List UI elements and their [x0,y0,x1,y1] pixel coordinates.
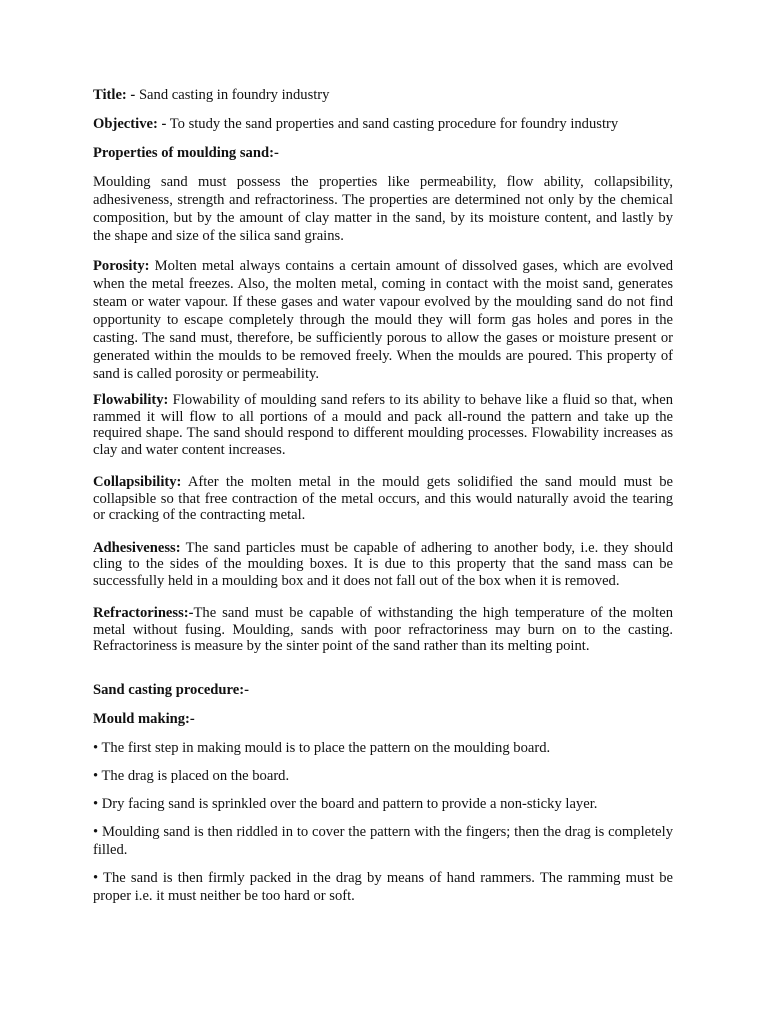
porosity-paragraph [93,257,673,383]
flowability-label: Flowability: [93,392,169,408]
document-body [93,86,673,905]
procedure-heading: Sand casting procedure:- [93,681,249,698]
adhesiveness-paragraph [93,540,673,590]
adhesiveness-label: Adhesiveness: [93,539,181,556]
bullet-item: • The drag is placed on the board. [93,767,290,784]
collapsibility-label: Collapsibility: [93,474,182,490]
title-line [93,86,673,104]
porosity-label: Porosity: [93,258,150,274]
bullet-item: • The sand is then firmly packed in the drag by means of hand rammers. The ramming must be proper i.e. it must neither be too hard or soft. [93,869,673,904]
bullet-item: • Dry facing sand is sprinkled over the board and pattern to provide a non-sticky layer. [93,795,598,812]
title-label: Title: - [93,87,136,103]
properties-heading: Properties of moulding sand:- [93,145,279,161]
flowability-text: Flowability of moulding sand refers to its ability to behave like a fluid so that, when rammed it will flow to all portions of a mould and pack all-round the pattern and take up the required shape. The sand should respond to different moulding processes. Flowability increases as clay and water content increases. [93,392,673,458]
collapsibility-paragraph [93,474,673,524]
refractoriness-label: Refractoriness:- [93,605,194,621]
bullet-item: • The first step in making mould is to place the pattern on the moulding board. [93,739,551,756]
porosity-text: Molten metal always contains a certain amount of dissolved gases, which are evolved when the metal freezes. Also, the molten metal, coming in contact with the moist sand, generates steam or water vapour. If these gases and water vapour evolved by the moulding sand do not find opportunity to escape completely through the mould they will form gas holes and pores in the casting. The sand must, therefore, be sufficiently porous to allow the gases or moisture present or generated within the moulds to be removed freely. When the moulds are poured. This property of sand is called porosity or permeability. [93,258,673,382]
flowability-paragraph [93,392,673,458]
objective-text: To study the sand properties and sand casting procedure for foundry industry [166,116,619,132]
mould-making-heading: Mould making:- [93,710,195,727]
refractoriness-text: The sand must be capable of withstanding the high temperature of the molten metal without fusing. Moulding, sands with poor refractoriness may burn on to the casting. Refractoriness is measure by the sinter point of the sand rather than its melting point. [93,605,673,654]
adhesiveness-text: The sand particles must be capable of adhering to another body, i.e. they should cling to the sides of the moulding boxes. It is due to this property that the sand mass can be successfully held in a moulding box and it does not fall out of the box when it is removed. [93,539,673,589]
properties-intro: Moulding sand must possess the properties like permeability, flow ability, collapsibility, adhesiveness, strength and refractoriness. The properties are determined not only by the chemical composition, but by the amount of clay matter in the sand, by its moisture content, and lastly by the shape and size of the silica sand grains. [93,174,673,244]
collapsibility-text: After the molten metal in the mould gets solidified the sand mould must be collapsible so that free contraction of the metal occurs, and this would naturally avoid the tearing or cracking of the contracting metal. [93,474,673,523]
objective-line [93,115,673,133]
objective-label: Objective: - [93,116,167,132]
title-text: Sand casting in foundry industry [135,87,330,103]
bullet-item: • Moulding sand is then riddled in to cover the pattern with the fingers; then the drag is completely filled. [93,823,673,858]
refractoriness-paragraph [93,605,673,655]
